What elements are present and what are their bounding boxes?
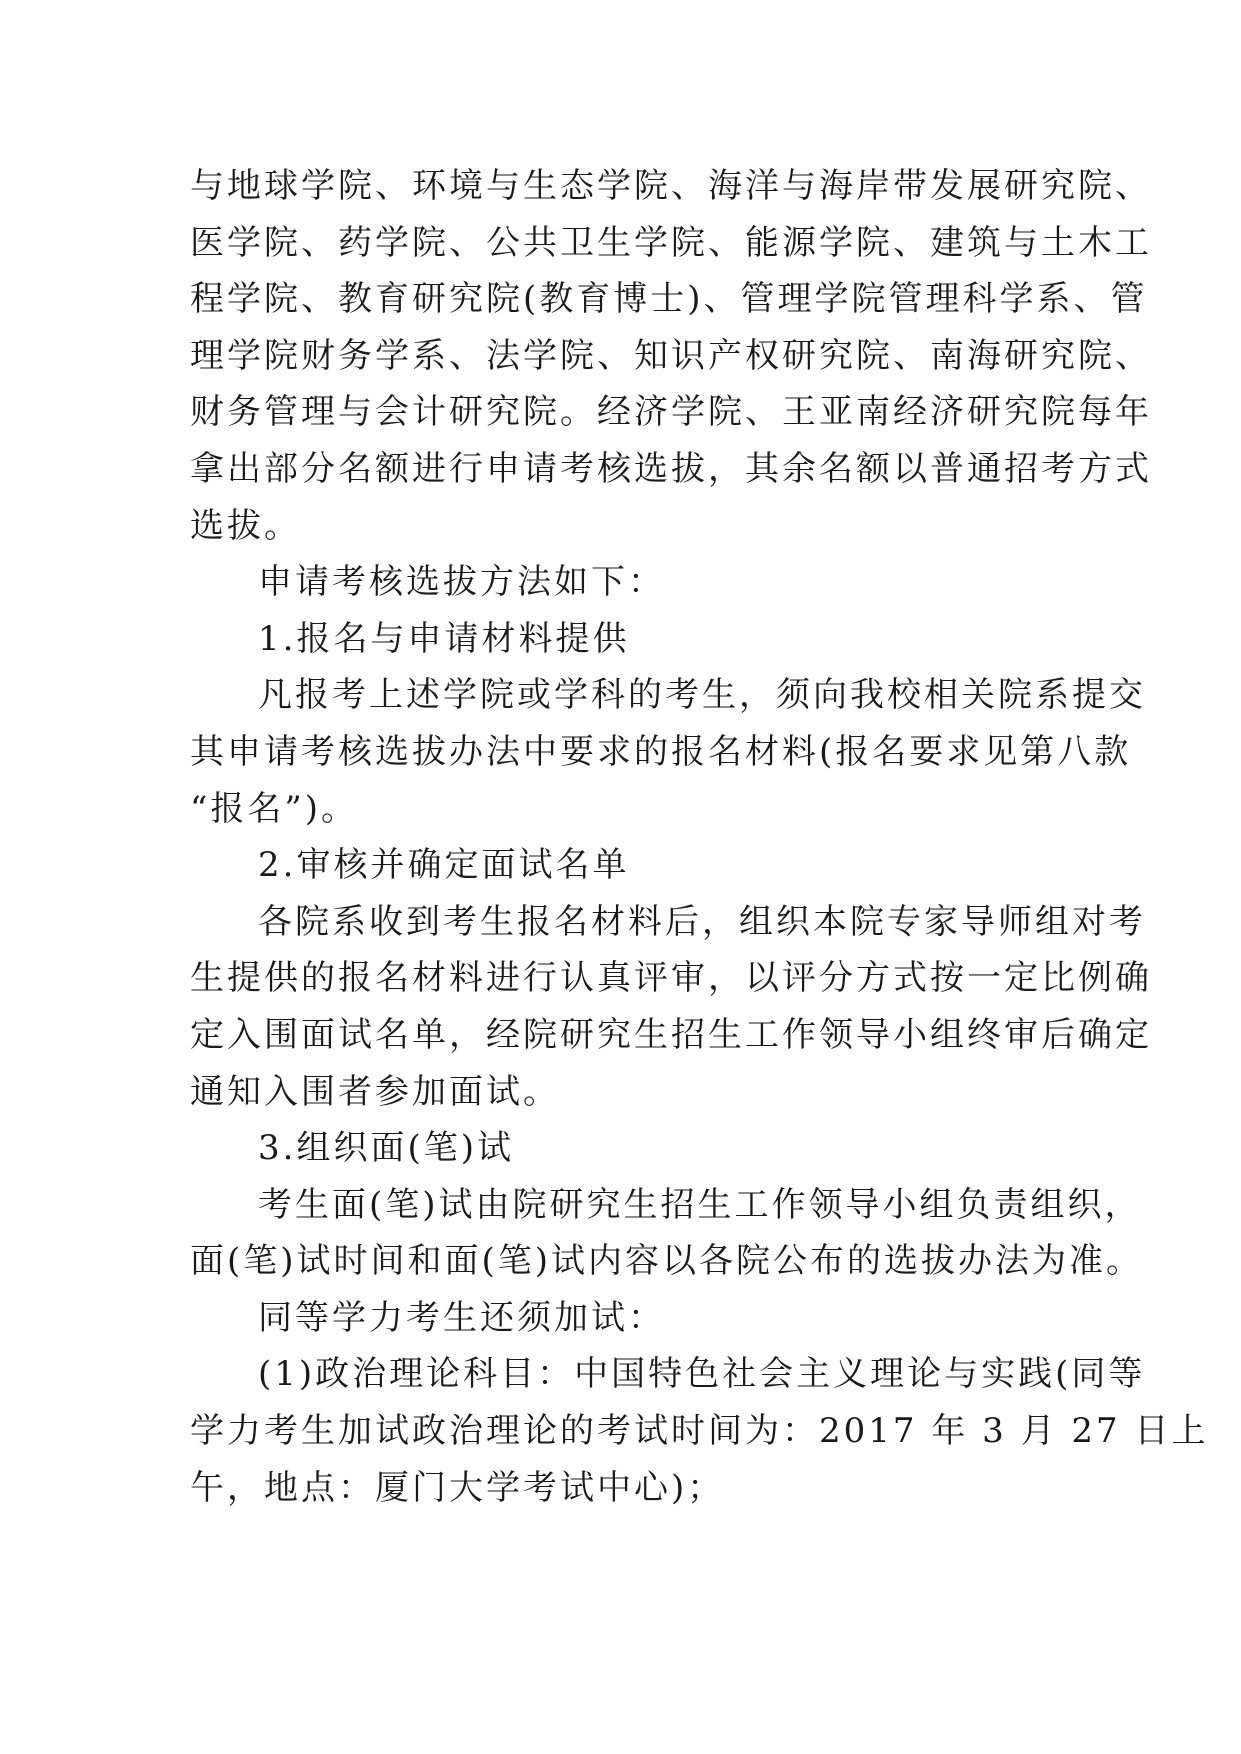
text-line: 凡报考上述学院或学科的考生，须向我校相关院系提交 <box>258 675 1146 716</box>
text-line: 理学院财务学系、法学院、知识产权研究院、南海研究院、 <box>190 335 1152 376</box>
text-line: 考生面(笔)试由院研究生招生工作领导小组负责组织， <box>258 1184 1142 1225</box>
text-line: 其申请考核选拔办法中要求的报名材料(报名要求见第八款 <box>190 731 1132 772</box>
text-line: 财务管理与会计研究院。经济学院、王亚南经济研究院每年 <box>190 392 1152 433</box>
text-line: 拿出部分名额进行申请考核选拔，其余名额以普通招考方式 <box>190 448 1152 489</box>
section-heading-2: 2.审核并确定面试名单 <box>258 845 630 886</box>
text-line: 与地球学院、环境与生态学院、海洋与海岸带发展研究院、 <box>190 166 1152 206</box>
text-line: 程学院、教育研究院(教育博士)、管理学院管理科学系、管 <box>190 279 1148 320</box>
text-line: 各院系收到考生报名材料后，组织本院专家导师组对考 <box>258 901 1146 942</box>
text-line: 生提供的报名材料进行认真评审，以评分方式按一定比例确 <box>190 958 1152 999</box>
section-heading-1: 1.报名与申请材料提供 <box>258 618 630 659</box>
text-line: “报名”)。 <box>190 788 359 829</box>
text-line: 面(笔)试时间和面(笔)试内容以各院公布的选拔办法为准。 <box>190 1241 1144 1282</box>
text-line: 定入围面试名单，经院研究生招生工作领导小组终审后确定 <box>190 1014 1152 1055</box>
paragraph-intro: 申请考核选拔方法如下： <box>258 562 665 603</box>
text-line: 医学院、药学院、公共卫生学院、能源学院、建筑与土木工 <box>190 222 1152 263</box>
text-line: 同等学力考生还须加试： <box>258 1297 665 1338</box>
document-body <box>190 158 1209 1516</box>
list-item: (1)政治理论科目：中国特色社会主义理论与实践(同等 <box>258 1354 1146 1395</box>
text-line: 通知入围者参加面试。 <box>190 1071 560 1112</box>
section-heading-3: 3.组织面(笔)试 <box>258 1128 514 1169</box>
text-line: 选拔。 <box>190 505 301 546</box>
text-line: 午，地点：厦门大学考试中心)； <box>190 1467 725 1508</box>
text-line: 学力考生加试政治理论的考试时间为：2017 年 3 月 27 日上 <box>190 1411 1209 1452</box>
